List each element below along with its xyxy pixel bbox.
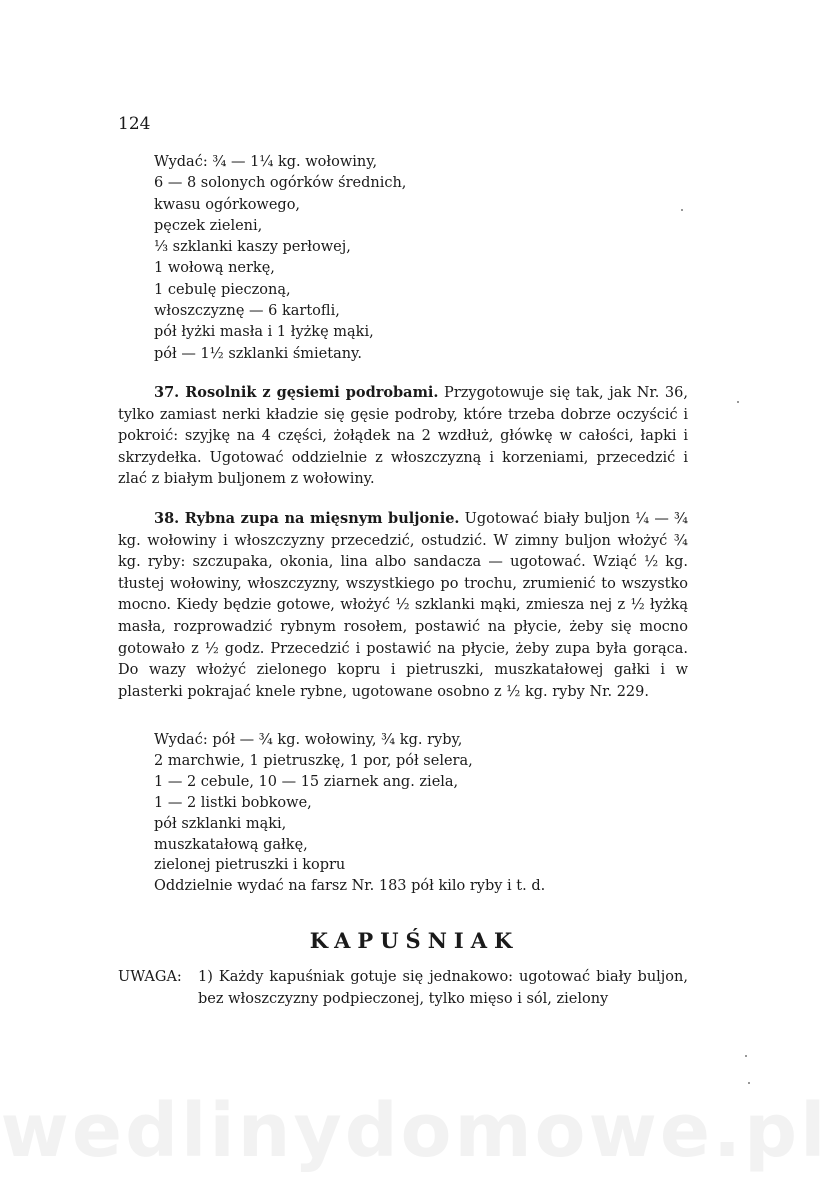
watermark: wedlinydomowe.pl	[0, 1088, 829, 1174]
note-text: 1) Każdy kapuśniak gotuje się jednakowo: ugotować biały buljon, bez włoszczyzny podpieczonej, tylko mięso i sól, zielony	[198, 969, 688, 1007]
scan-speck	[737, 401, 739, 403]
ingredient-line: pół — 1½ szklanki śmietany.	[154, 345, 362, 362]
ingredient-line: zielonej pietruszki i kopru	[154, 857, 346, 874]
page-number: 124	[118, 114, 151, 134]
ingredient-line: Wydać: pół — ¾ kg. wołowiny, ¾ kg. ryby,	[154, 732, 463, 748]
recipe-37-text: Przygotowuje się tak, jak Nr. 36, tylko zamiast nerki kładzie się gęsie podroby, które trzeba dobrze oczyścić i pokroić: szyjkę na 4 części, żołądek na 2 wzdłuż, główkę w całości, łapki i skrzydełka. Ugotować oddzielnie z włoszczyzną i korzeniami, przecedzić i zlać z białym buljonem z wołowiny.	[118, 385, 688, 487]
ingredient-line: pęczek zieleni,	[154, 217, 263, 234]
ingredient-line: 1 — 2 listki bobkowe,	[154, 794, 312, 811]
recipe-38-text: Ugotować biały buljon ¼ — ¾ kg. wołowiny i włoszczyzny przecedzić, ostudzić. W zimny buljon włożyć ¾ kg. ryby: szczupaka, okonia, lina albo sandacza — ugotować. Wziąć ½ kg. tłustej wołowiny, włoszczyzny, wszystkiego po trochu, zrumienić to wszystko mocno. Kiedy będzie gotowe, włożyć ½ szklanki mąki, zmiesza nej z ½ łyżką masła, rozprowadzić rybnym rosołem, postawić na płycie, żeby się mocno gotowało z ½ godz. Przecedzić i postawić na płycie, żeby zupa była gorąca. Do wazy włożyć zielonego kopru i pietruszki, muszkatałowej gałki i w plasterki pokrajać knele rybne, ugotowane osobno z ½ kg. ryby Nr. 229.	[118, 511, 688, 700]
ingredient-list-36	[154, 152, 406, 365]
ingredient-line: Oddzielnie wydać na farsz Nr. 183 pół kilo ryby i t. d.	[154, 878, 546, 895]
recipe-37-paragraph	[118, 382, 688, 491]
ingredient-line: 1 wołową nerkę,	[154, 260, 275, 277]
ingredient-line: ⅓ szklanki kaszy perłowej,	[154, 239, 351, 256]
scan-speck	[748, 1082, 750, 1084]
ingredient-line: Wydać: ¾ — 1¼ kg. wołowiny,	[154, 154, 378, 170]
recipe-38-paragraph	[118, 508, 688, 703]
ingredient-line: 6 — 8 solonych ogórków średnich,	[154, 175, 407, 192]
ingredient-line: kwasu ogórkowego,	[154, 196, 301, 213]
ingredient-line: pół łyżki masła i 1 łyżkę mąki,	[154, 324, 374, 341]
recipe-37-title: 37. Rosolnik z gęsiemi podrobami.	[154, 384, 439, 401]
ingredient-line: 1 cebulę pieczoną,	[154, 281, 291, 298]
scan-speck	[681, 209, 683, 211]
recipe-38-title: 38. Rybna zupa na mięsnym buljonie.	[154, 510, 460, 527]
note-label: UWAGA:	[118, 969, 182, 985]
ingredient-line: 2 marchwie, 1 pietruszkę, 1 por, pół selera,	[154, 752, 473, 769]
scan-speck	[745, 1055, 747, 1057]
section-heading: KAPUŚNIAK	[309, 928, 520, 953]
ingredient-line: pół szklanki mąki,	[154, 815, 287, 832]
ingredient-list-38	[154, 730, 545, 897]
ingredient-line: muszkatałową gałkę,	[154, 836, 308, 853]
ingredient-line: 1 — 2 cebule, 10 — 15 ziarnek ang. ziela,	[154, 773, 459, 790]
ingredient-line: włoszczyznę — 6 kartofli,	[154, 303, 340, 320]
